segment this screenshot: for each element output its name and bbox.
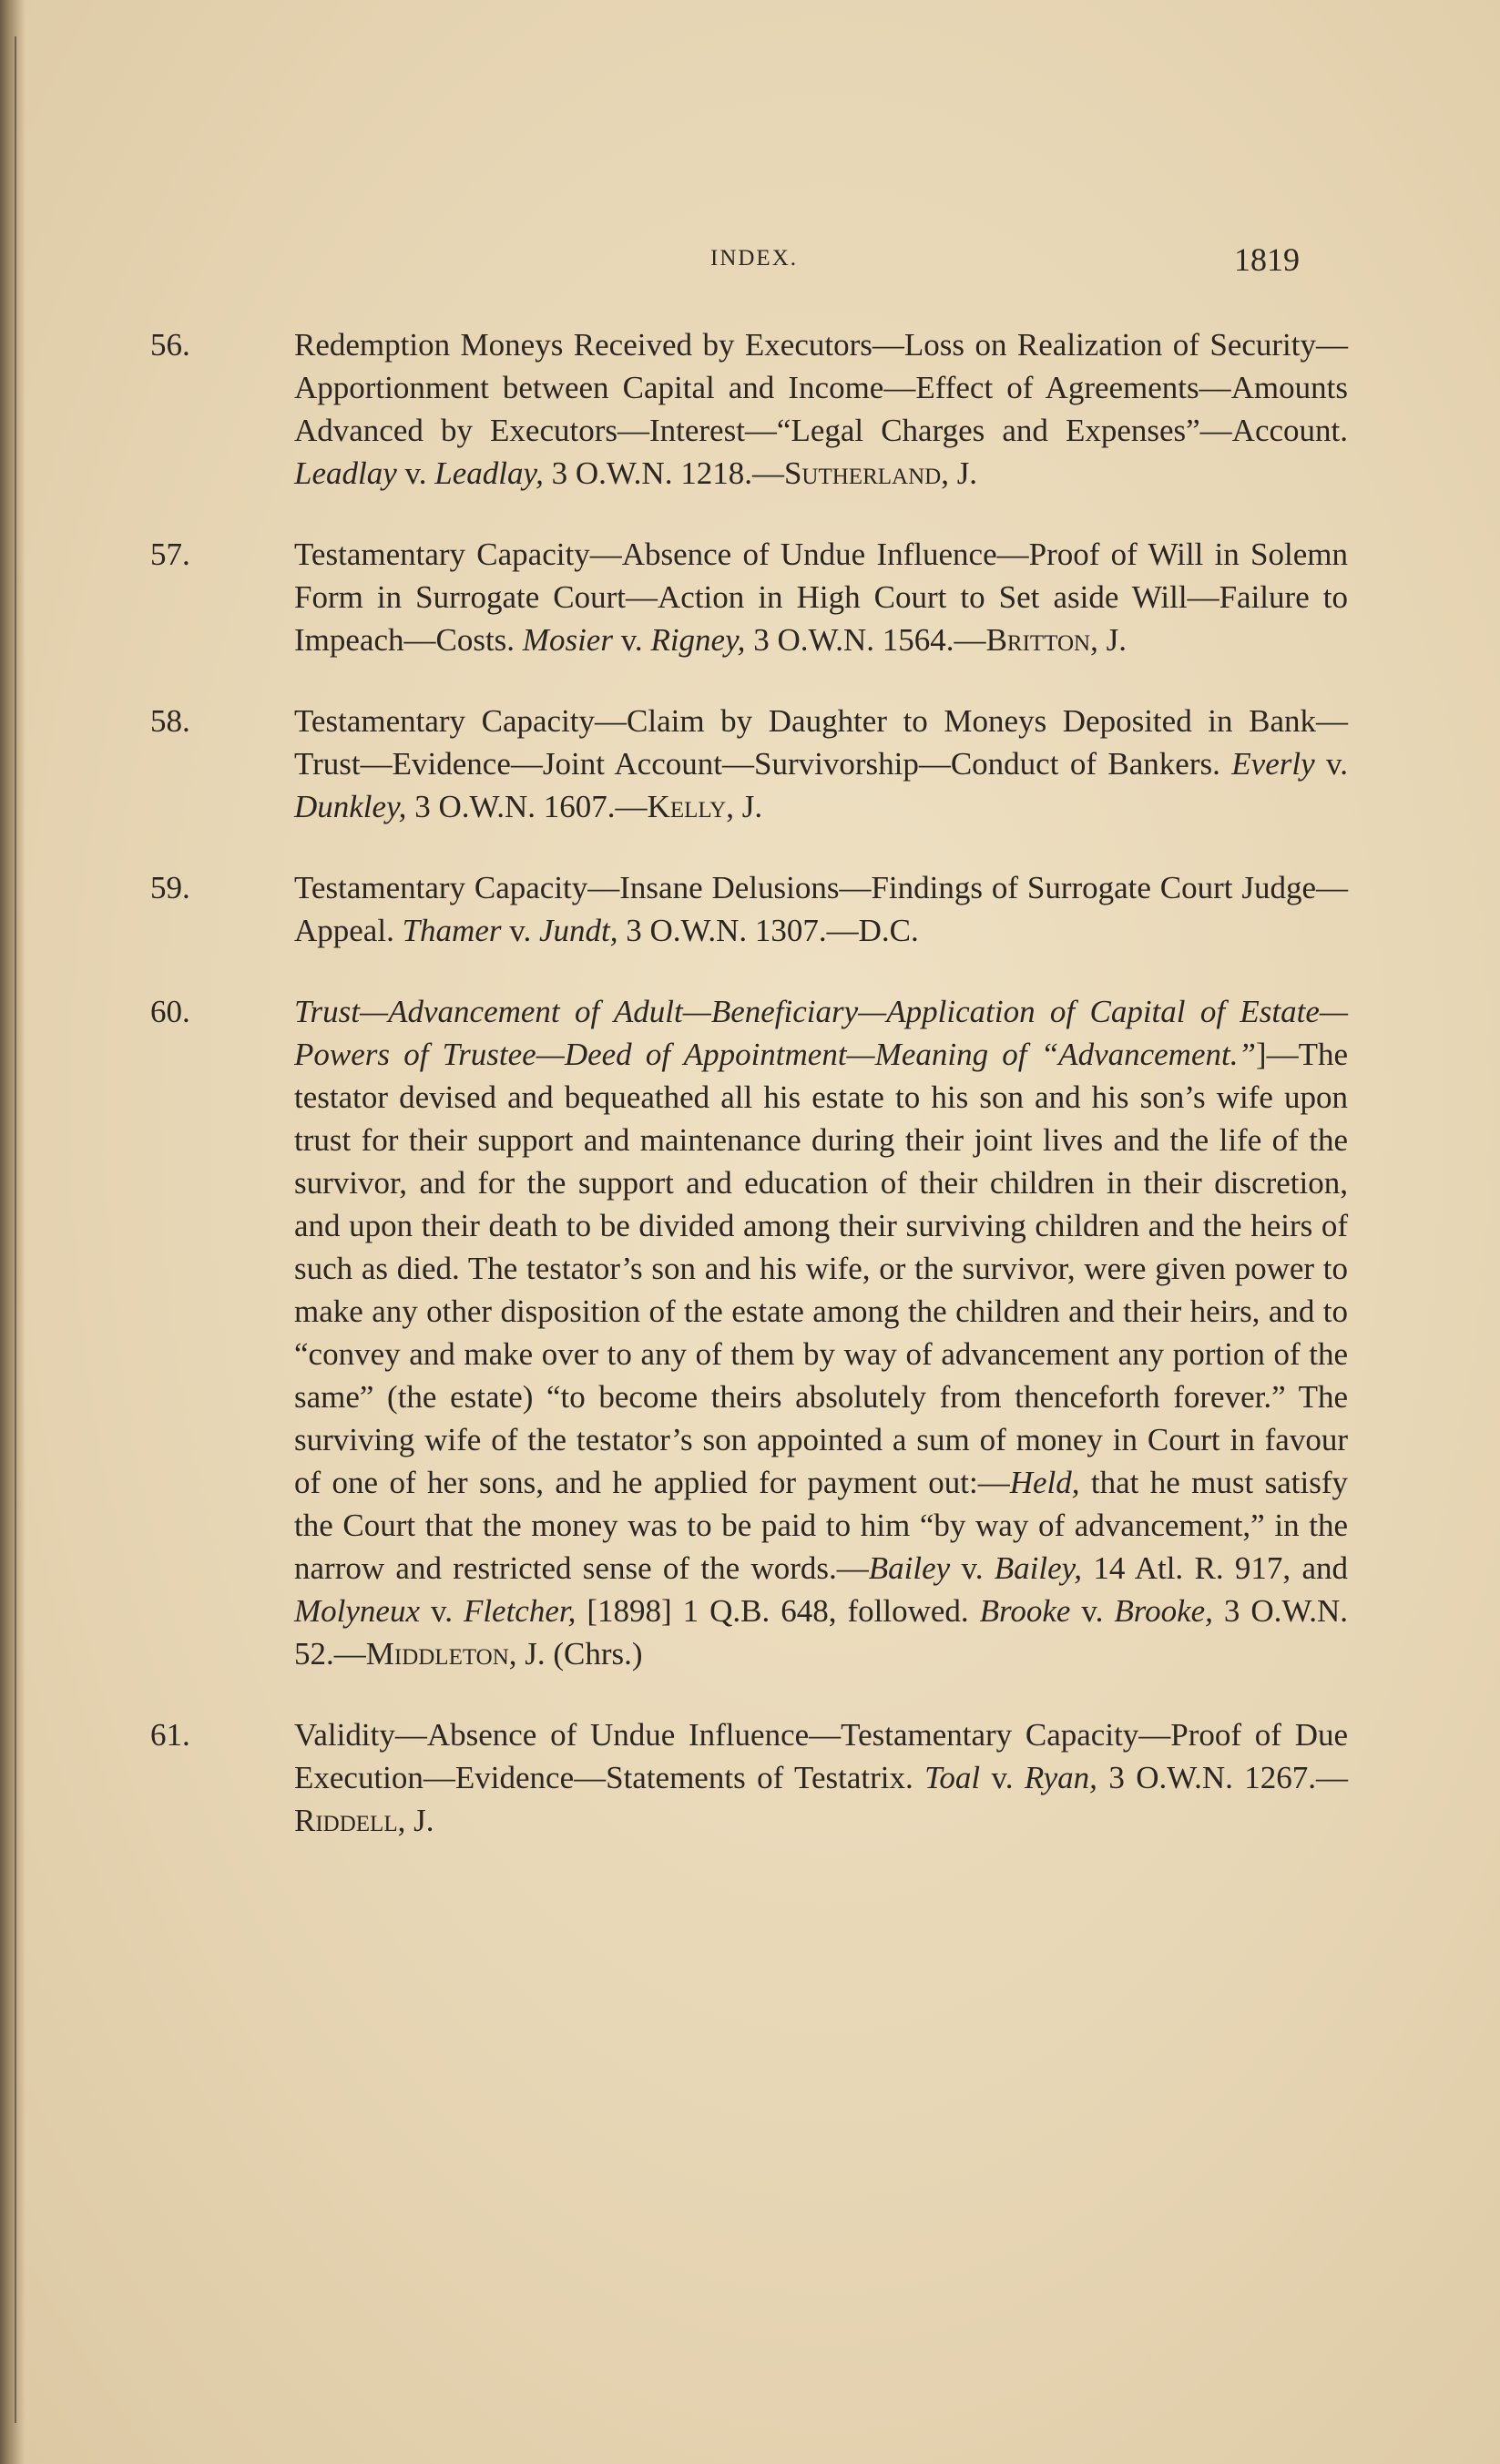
judge-name: Britton: [985, 622, 1091, 658]
judge-suffix: , J.: [726, 789, 763, 824]
binding-edge-line: [15, 36, 16, 2423]
case-b-party2: Fletcher,: [463, 1593, 577, 1629]
entry-number: 57.: [150, 537, 190, 572]
citation: 3 O.W.N. 1607.—: [406, 789, 648, 824]
entry-number: 56.: [150, 327, 190, 363]
entry-text: [294, 323, 1348, 495]
header-title: INDEX.: [710, 246, 799, 271]
versus: v.: [980, 1760, 1025, 1795]
case-name-party2: Leadlay,: [434, 455, 544, 491]
index-content: [150, 323, 1349, 1880]
citation: 3 O.W.N. 1307.—D.C.: [617, 913, 919, 948]
entry-headnote: Testamentary Capacity—Absence of Undue Influence—Proof of Will in Solemn Form in Surrogate Court—Action in High Court to Set aside Will—Failure to Impeach—Costs.: [294, 537, 1348, 658]
judge-suffix: , J.: [1090, 622, 1127, 658]
citation-c: 3 O.W.N. 52.—: [294, 1593, 1348, 1672]
index-entry-56: [150, 323, 1348, 495]
judge-name: Middleton: [365, 1636, 509, 1672]
case-b-party1: Molyneux: [294, 1593, 420, 1629]
entry-headnote: Testamentary Capacity—Claim by Daughter to Moneys Deposited in Bank—Trust—Evidence—Joint Account—Survivorship—Conduct of Bankers.: [294, 703, 1348, 782]
entry-text: [294, 533, 1348, 661]
case-name-party1: Mosier: [522, 622, 613, 658]
case-a-party1: Bailey: [868, 1550, 951, 1586]
running-header: [0, 241, 1500, 282]
versus: v.: [612, 622, 651, 658]
versus-b: v.: [419, 1593, 464, 1629]
case-a-party2: Bailey,: [994, 1550, 1082, 1586]
versus: v.: [1314, 746, 1349, 782]
judge-suffix: , J.: [941, 455, 978, 491]
versus-c: v.: [1070, 1593, 1115, 1629]
judge-name: Riddell: [294, 1803, 398, 1838]
held-label: Held,: [1009, 1465, 1080, 1500]
entry-headnote: Redemption Moneys Received by Executors—Loss on Realization of Security—Apportionment between Capital and Income—Effect of Agreements—Amounts Advanced by Executors—Interest—“Legal Charges and Expenses”—Account.: [294, 327, 1348, 448]
page-number: 1819: [1234, 241, 1300, 278]
case-name-party1: Leadlay: [294, 455, 397, 491]
case-name-party1: Thamer: [402, 913, 502, 948]
citation-a: 14 Atl. R. 917, and: [1082, 1550, 1348, 1586]
entry-body-part2: that he must satisfy the Court that the money was to be paid to him “by way of advancement,” in the narrow and restricted sense of the words.—: [294, 1465, 1349, 1586]
entry-text: [294, 1713, 1348, 1842]
judge-name: Kelly: [647, 789, 727, 824]
entry-text: [294, 866, 1348, 952]
versus: v.: [396, 455, 435, 491]
case-name-party2: Jundt,: [538, 913, 618, 948]
index-entry-57: [150, 533, 1348, 661]
entry-text: [294, 700, 1348, 828]
citation: 3 O.W.N. 1564.—: [745, 622, 986, 658]
judge-name: Sutherland: [783, 455, 942, 491]
entry-headnote: Validity—Absence of Undue Influence—Testamentary Capacity—Proof of Due Execution—Evidence—Statements of Testatrix.: [294, 1717, 1348, 1795]
case-name-party2: Rigney,: [650, 622, 746, 658]
citation-b: [1898] 1 Q.B. 648, followed.: [576, 1593, 980, 1629]
versus-a: v.: [950, 1550, 995, 1586]
index-entry-61: [150, 1713, 1349, 1842]
index-entry-59: [150, 866, 1348, 952]
index-entry-60: [150, 990, 1349, 1675]
case-name-party2: Dunkley,: [294, 789, 407, 824]
judge-suffix: , J.: [397, 1803, 434, 1838]
citation: 3 O.W.N. 1267.—: [1097, 1760, 1349, 1795]
citation: 3 O.W.N. 1218.—: [543, 455, 784, 491]
versus: v.: [501, 913, 539, 948]
case-c-party2: Brooke,: [1114, 1593, 1213, 1629]
entry-body-part1: ]—The testator devised and bequeathed all his estate to his son and his son’s wife upon trust for their support and maintenance during their joint lives and the life of the survivor, and for the support and education of their children in their discretion, and upon their death to be divided among their surviving children and the heirs of such as died. The testator’s son and his wife, or the survivor, were given power to make any other disposition of the estate among the children and their heirs, and to “convey and make over to any of them by way of advancement any portion of the same” (the estate) “to become theirs absolutely from thenceforth forever.” The surviving wife of the testator’s son appointed a sum of money in Court in favour of one of her sons, and he applied for payment out:—: [294, 1037, 1348, 1500]
entry-italic-headnote: Trust—Advancement of Adult—Beneficiary—Application of Capital of Estate—Powers of Trustee—Deed of Appointment—Meaning of “Advancement.”: [294, 994, 1348, 1072]
index-entry-58: [150, 700, 1349, 828]
entry-text: [294, 990, 1348, 1675]
judge-suffix: , J. (Chrs.): [508, 1636, 643, 1672]
case-name-party1: Toal: [924, 1760, 981, 1795]
entry-number: 59.: [150, 870, 190, 905]
entry-headnote: Testamentary Capacity—Insane Delusions—Findings of Surrogate Court Judge—Appeal.: [294, 870, 1348, 948]
entry-number: 60.: [150, 994, 190, 1029]
case-name-party1: Everly: [1231, 746, 1315, 782]
entry-number: 58.: [150, 703, 190, 739]
case-name-party2: Ryan,: [1024, 1760, 1097, 1795]
entry-number: 61.: [150, 1717, 190, 1753]
page-binding-shadow: [0, 0, 26, 2464]
case-c-party1: Brooke: [979, 1593, 1071, 1629]
